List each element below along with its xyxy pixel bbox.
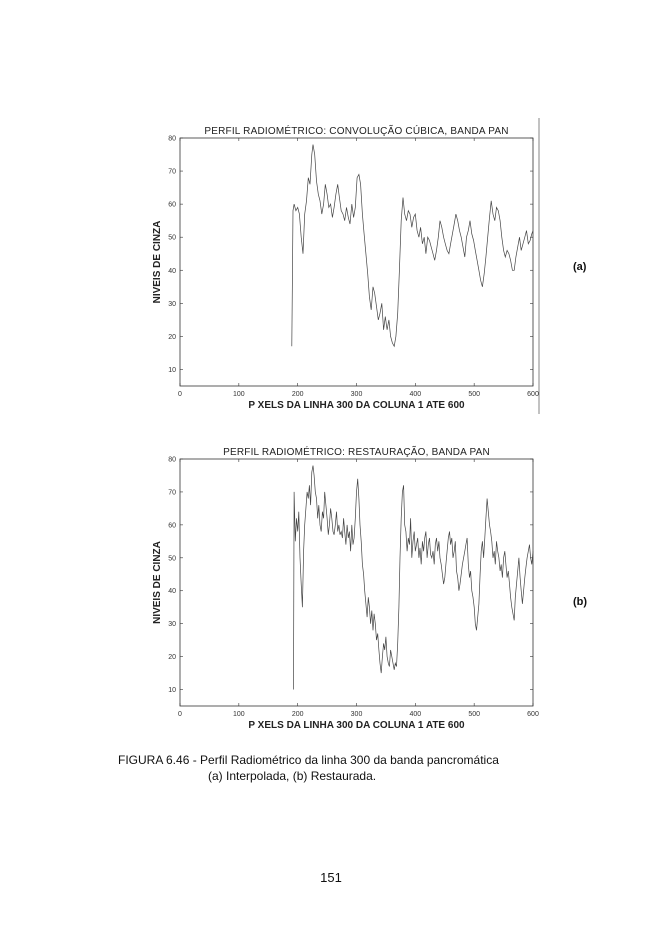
y-tick-label: 20 (168, 333, 176, 341)
chart-b (0, 438, 662, 738)
y-tick-label: 30 (168, 621, 176, 629)
y-tick-label: 10 (168, 366, 176, 374)
x-tick-label: 100 (232, 391, 245, 398)
panel-label: (b) (573, 596, 588, 608)
y-tick-label: 70 (168, 489, 176, 497)
x-axis-label: P XELS DA LINHA 300 DA COLUNA 1 ATE 600 (248, 720, 465, 731)
y-tick-label: 50 (168, 555, 176, 563)
chart-title: PERFIL RADIOMÉTRICO: RESTAURAÇÃO, BANDA PAN (223, 447, 490, 458)
caption-line-1: FIGURA 6.46 - Perfil Radiométrico da linha 300 da banda pancromática (118, 753, 499, 767)
caption-line-2: (a) Interpolada, (b) Restaurada. (208, 769, 377, 783)
y-axis-label: NIVEIS DE CINZA (152, 220, 163, 304)
y-tick-label: 50 (168, 234, 176, 242)
x-tick-label: 0 (178, 391, 182, 398)
figure-caption (118, 752, 558, 784)
y-tick-label: 30 (168, 300, 176, 308)
plot-frame (180, 138, 533, 386)
x-tick-label: 300 (350, 711, 363, 718)
x-tick-label: 100 (232, 711, 245, 718)
page-number: 151 (320, 870, 342, 885)
x-tick-label: 400 (409, 711, 422, 718)
y-tick-label: 20 (168, 654, 176, 662)
chart-a (0, 110, 662, 425)
x-tick-label: 0 (178, 711, 182, 718)
y-tick-label: 60 (168, 201, 176, 209)
x-tick-label: 300 (350, 391, 363, 398)
x-tick-label: 600 (527, 711, 539, 718)
panel-label: (a) (573, 261, 587, 273)
y-tick-label: 80 (168, 135, 176, 143)
x-tick-label: 500 (468, 711, 481, 718)
x-tick-label: 500 (468, 391, 481, 398)
x-tick-label: 400 (409, 391, 422, 398)
x-tick-label: 600 (527, 391, 539, 398)
chart-title: PERFIL RADIOMÉTRICO: CONVOLUÇÃO CÚBICA, BANDA PAN (204, 126, 509, 137)
y-tick-label: 10 (168, 687, 176, 695)
series-line (294, 466, 534, 690)
y-axis-label: NIVEIS DE CINZA (152, 541, 163, 624)
y-tick-label: 80 (168, 456, 176, 464)
y-tick-label: 40 (168, 588, 176, 596)
x-tick-label: 200 (291, 391, 304, 398)
y-tick-label: 70 (168, 168, 176, 176)
y-tick-label: 40 (168, 267, 176, 275)
x-axis-label: P XELS DA LINHA 300 DA COLUNA 1 ATE 600 (248, 400, 465, 411)
y-tick-label: 60 (168, 522, 176, 530)
x-tick-label: 200 (291, 711, 304, 718)
series-line (292, 145, 533, 347)
